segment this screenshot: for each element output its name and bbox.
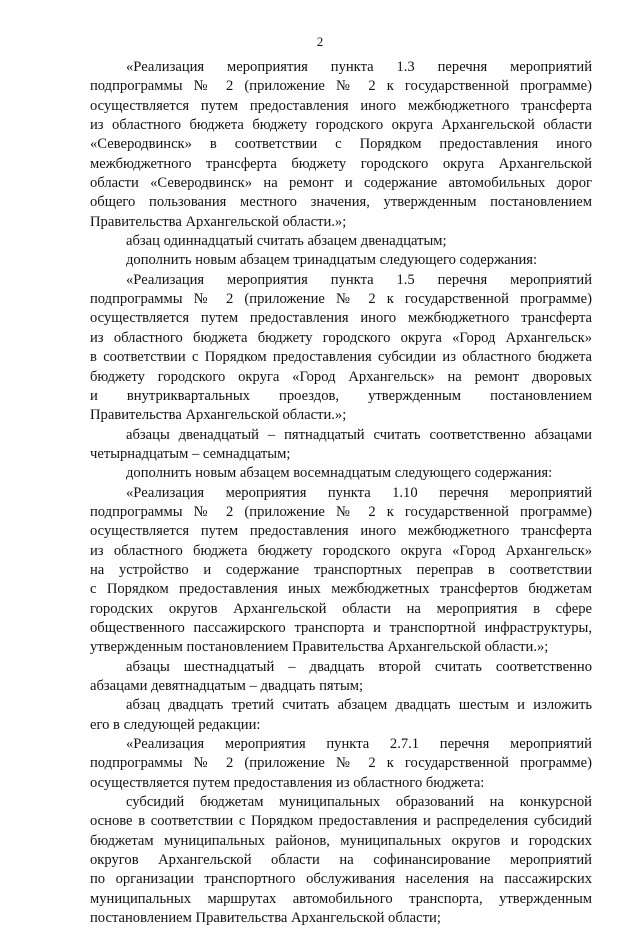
text-line: по организации транспортного обслуживания населения на пассажирских xyxy=(90,871,592,888)
text-line: муниципальных маршрутах автомобильного транспорта, утвержденным xyxy=(90,890,592,907)
text-line: подпрограммы № 2 (приложение № 2 к государственной программе) xyxy=(90,755,592,772)
text-line: подпрограммы № 2 (приложение № 2 к государственной программе) xyxy=(90,291,592,308)
text-line: «Реализация мероприятия пункта 1.3 перечня мероприятий xyxy=(126,59,592,75)
text-line: дополнить новым абзацем тринадцатым следующего содержания: xyxy=(126,252,538,269)
text-line: на устройство и содержание транспортных переправ в соответствии xyxy=(90,561,592,578)
text-line: осуществляется путем предоставления иного межбюджетного трансферта xyxy=(90,310,592,327)
text-line: его в следующей редакции: xyxy=(90,716,261,733)
text-line: из областного бюджета бюджету городского округа «Город Архангельск» xyxy=(90,542,592,559)
text-line: в соответствии с Порядком предоставления субсидии из областного бюджета xyxy=(90,349,592,366)
text-line: подпрограммы № 2 (приложение № 2 к государственной программе) xyxy=(90,503,592,520)
text-line: абзацы шестнадцатый – двадцать второй считать соответственно xyxy=(126,658,592,675)
text-line: общественного пассажирского транспорта и транспортной инфраструктуры, xyxy=(90,619,592,636)
document-body xyxy=(90,58,592,928)
text-line: общего пользования местного значения, утвержденным постановлением xyxy=(90,194,592,211)
text-line: дополнить новым абзацем восемнадцатым следующего содержания: xyxy=(126,465,553,482)
page-number: 2 xyxy=(316,34,324,49)
text-line: бюджету городского округа «Город Архангельск» на ремонт дворовых xyxy=(90,368,592,385)
text-line: и внутриквартальных проездов, утвержденным постановлением xyxy=(90,387,592,404)
text-line: абзацами девятнадцатым – двадцать пятым; xyxy=(90,678,364,694)
text-line: «Северодвинск» в соответствии с Порядком предоставления иного xyxy=(90,136,592,153)
text-line: «Реализация мероприятия пункта 1.5 перечня мероприятий xyxy=(126,271,592,288)
text-line: Правительства Архангельской области.»; xyxy=(90,407,347,424)
text-line: «Реализация мероприятия пункта 1.10 перечня мероприятий xyxy=(126,484,592,501)
text-line: городских округов Архангельской области на мероприятия в сфере xyxy=(90,600,592,617)
text-line: постановлением Правительства Архангельской области; xyxy=(90,910,441,927)
text-line: основе в соответствии с Порядком предоставления и распределения субсидий xyxy=(90,813,592,830)
text-line: утвержденным постановлением Правительства Архангельской области.»; xyxy=(90,639,549,656)
text-line: области «Северодвинск» на ремонт и содержание автомобильных дорог xyxy=(90,175,592,192)
text-line: из областного бюджета бюджету городского округа «Город Архангельск» xyxy=(90,329,592,346)
text-line: межбюджетного трансферта бюджету городского округа Архангельской xyxy=(90,155,592,172)
text-line: Правительства Архангельской области.»; xyxy=(90,213,347,230)
text-line: бюджетам муниципальных районов, муниципальных округов и городских xyxy=(90,832,592,849)
text-line: «Реализация мероприятия пункта 2.7.1 перечня мероприятий xyxy=(126,736,592,753)
text-line: округов Архангельской области на софинансирование мероприятий xyxy=(90,852,592,869)
text-line: подпрограммы № 2 (приложение № 2 к государственной программе) xyxy=(90,78,592,95)
text-line: субсидий бюджетам муниципальных образований на конкурсной xyxy=(126,794,592,811)
text-line: с Порядком предоставления иных межбюджетных трансфертов бюджетам xyxy=(90,581,592,598)
text-line: четырнадцатым – семнадцатым; xyxy=(90,445,291,462)
text-line: осуществляется путем предоставления иного межбюджетного трансферта xyxy=(90,97,592,114)
text-line: абзац двадцать третий считать абзацем двадцать шестым и изложить xyxy=(126,697,592,714)
text-line: абзац одиннадцатый считать абзацем двенадцатым; xyxy=(126,233,447,250)
text-line: осуществляется путем предоставления из областного бюджета: xyxy=(90,774,485,791)
text-line: из областного бюджета бюджету городского округа Архангельской области xyxy=(90,117,592,134)
text-line: абзацы двенадцатый – пятнадцатый считать соответственно абзацами xyxy=(126,426,592,443)
text-line: осуществляется путем предоставления иного межбюджетного трансферта xyxy=(90,523,592,540)
